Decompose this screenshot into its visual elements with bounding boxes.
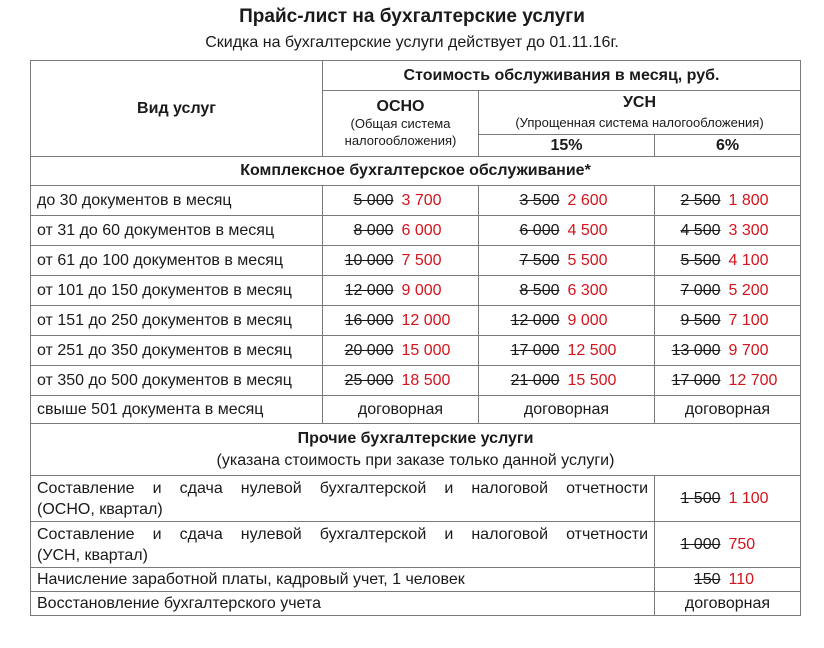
old-price: 9 500 <box>680 311 721 329</box>
new-price: 12 500 <box>567 341 617 359</box>
new-price: 5 500 <box>567 251 608 269</box>
osno-price <box>323 246 479 276</box>
new-price: 15 500 <box>567 371 617 389</box>
row-label: Восстановление бухгалтерского учета <box>31 592 655 616</box>
row-label: от 61 до 100 документов в месяц <box>31 246 323 276</box>
old-price: 13 000 <box>671 341 721 359</box>
usn6-price <box>655 186 801 216</box>
new-price: 7 100 <box>728 311 769 329</box>
old-price: 7 000 <box>680 281 721 299</box>
usn6-price <box>655 216 801 246</box>
old-price: 21 000 <box>510 371 560 389</box>
new-price: 4 100 <box>728 251 769 269</box>
row-label: от 251 до 350 документов в месяц <box>31 336 323 366</box>
new-price: 9 000 <box>567 311 608 329</box>
table-row <box>31 186 801 216</box>
new-price: 18 500 <box>401 371 451 389</box>
new-price: 12 000 <box>401 311 451 329</box>
row-label-line2: (УСН, квартал) <box>37 546 148 564</box>
usn-header <box>479 91 801 135</box>
new-price: 7 500 <box>401 251 442 269</box>
row-label: от 151 до 250 документов в месяц <box>31 306 323 336</box>
new-price: 3 700 <box>401 191 442 209</box>
service-price: договорная <box>655 592 801 616</box>
table-row <box>31 476 801 522</box>
row-label <box>31 522 655 568</box>
usn15-price <box>479 246 655 276</box>
usn-description: (Упрощенная система налогообложения) <box>515 114 764 130</box>
usn15-price <box>479 276 655 306</box>
usn6-price <box>655 366 801 396</box>
usn15-price: договорная <box>479 396 655 424</box>
usn6-price <box>655 276 801 306</box>
old-price: 17 000 <box>510 341 560 359</box>
old-price: 5 500 <box>680 251 721 269</box>
new-price: 110 <box>728 570 755 588</box>
other-services-note: (указана стоимость при заказе только данной услуги) <box>216 451 615 469</box>
new-price: 5 200 <box>728 281 769 299</box>
new-price: 15 000 <box>401 341 451 359</box>
service-price <box>655 522 801 568</box>
new-price: 1 100 <box>728 489 769 507</box>
old-price: 20 000 <box>344 341 394 359</box>
usn-15-header: 15% <box>479 135 655 157</box>
old-price: 3 500 <box>519 191 560 209</box>
old-price: 5 000 <box>353 191 394 209</box>
osno-description: (Общая система налогообложения) <box>344 116 457 148</box>
new-price: 4 500 <box>567 221 608 239</box>
old-price: 25 000 <box>344 371 394 389</box>
osno-price: договорная <box>323 396 479 424</box>
usn15-price <box>479 366 655 396</box>
osno-price <box>323 186 479 216</box>
usn6-price <box>655 306 801 336</box>
discount-note: Скидка на бухгалтерские услуги действует до 01.11.16г. <box>205 34 619 51</box>
row-label-line2: (ОСНО, квартал) <box>37 500 163 518</box>
usn6-price <box>655 336 801 366</box>
osno-price <box>323 276 479 306</box>
osno-title: ОСНО <box>376 98 425 115</box>
table-row <box>31 336 801 366</box>
new-price: 9 000 <box>401 281 442 299</box>
price-table <box>30 60 801 616</box>
service-price <box>655 476 801 522</box>
new-price: 6 000 <box>401 221 442 239</box>
usn6-price <box>655 246 801 276</box>
page-title: Прайс-лист на бухгалтерские услуги <box>239 6 585 27</box>
new-price: 12 700 <box>728 371 778 389</box>
table-row <box>31 216 801 246</box>
new-price: 2 600 <box>567 191 608 209</box>
other-services-section <box>31 424 801 476</box>
table-row <box>31 246 801 276</box>
row-label: свыше 501 документа в месяц <box>31 396 323 424</box>
osno-header <box>323 91 479 157</box>
old-price: 150 <box>693 570 721 588</box>
usn15-price <box>479 216 655 246</box>
usn15-price <box>479 336 655 366</box>
usn6-price: договорная <box>655 396 801 424</box>
row-label-line1: Составление и сдача нулевой бухгалтерской и налоговой отчетности <box>37 479 648 497</box>
service-column-header: Вид услуг <box>31 61 323 157</box>
complex-service-section-title: Комплексное бухгалтерское обслуживание* <box>31 157 801 186</box>
old-price: 7 500 <box>519 251 560 269</box>
old-price: 4 500 <box>680 221 721 239</box>
old-price: 12 000 <box>510 311 560 329</box>
row-label: от 31 до 60 документов в месяц <box>31 216 323 246</box>
new-price: 3 300 <box>728 221 769 239</box>
old-price: 12 000 <box>344 281 394 299</box>
old-price: 2 500 <box>680 191 721 209</box>
usn-title: УСН <box>622 93 657 111</box>
old-price: 16 000 <box>344 311 394 329</box>
old-price: 17 000 <box>671 371 721 389</box>
osno-price <box>323 336 479 366</box>
old-price: 8 000 <box>353 221 394 239</box>
row-label: от 101 до 150 документов в месяц <box>31 276 323 306</box>
row-label: Начисление заработной платы, кадровый учет, 1 человек <box>31 568 655 592</box>
old-price: 6 000 <box>519 221 560 239</box>
usn-6-header: 6% <box>655 135 801 157</box>
osno-price <box>323 306 479 336</box>
table-row <box>31 592 801 616</box>
usn15-price <box>479 306 655 336</box>
new-price: 1 800 <box>728 191 769 209</box>
new-price: 9 700 <box>728 341 769 359</box>
old-price: 1 000 <box>680 535 721 553</box>
other-services-title: Прочие бухгалтерские услуги <box>297 429 534 447</box>
osno-price <box>323 216 479 246</box>
table-row <box>31 522 801 568</box>
table-row <box>31 276 801 306</box>
new-price: 750 <box>728 535 756 553</box>
table-row <box>31 306 801 336</box>
old-price: 10 000 <box>344 251 394 269</box>
table-row <box>31 366 801 396</box>
row-label-line1: Составление и сдача нулевой бухгалтерской и налоговой отчетности <box>37 525 648 543</box>
row-label <box>31 476 655 522</box>
old-price: 8 500 <box>519 281 560 299</box>
row-label: до 30 документов в месяц <box>31 186 323 216</box>
table-row <box>31 568 801 592</box>
old-price: 1 500 <box>680 489 721 507</box>
cost-column-header: Стоимость обслуживания в месяц, руб. <box>323 61 801 91</box>
row-label: от 350 до 500 документов в месяц <box>31 366 323 396</box>
usn15-price <box>479 186 655 216</box>
new-price: 6 300 <box>567 281 608 299</box>
osno-price <box>323 366 479 396</box>
service-price <box>655 568 801 592</box>
table-row <box>31 396 801 424</box>
